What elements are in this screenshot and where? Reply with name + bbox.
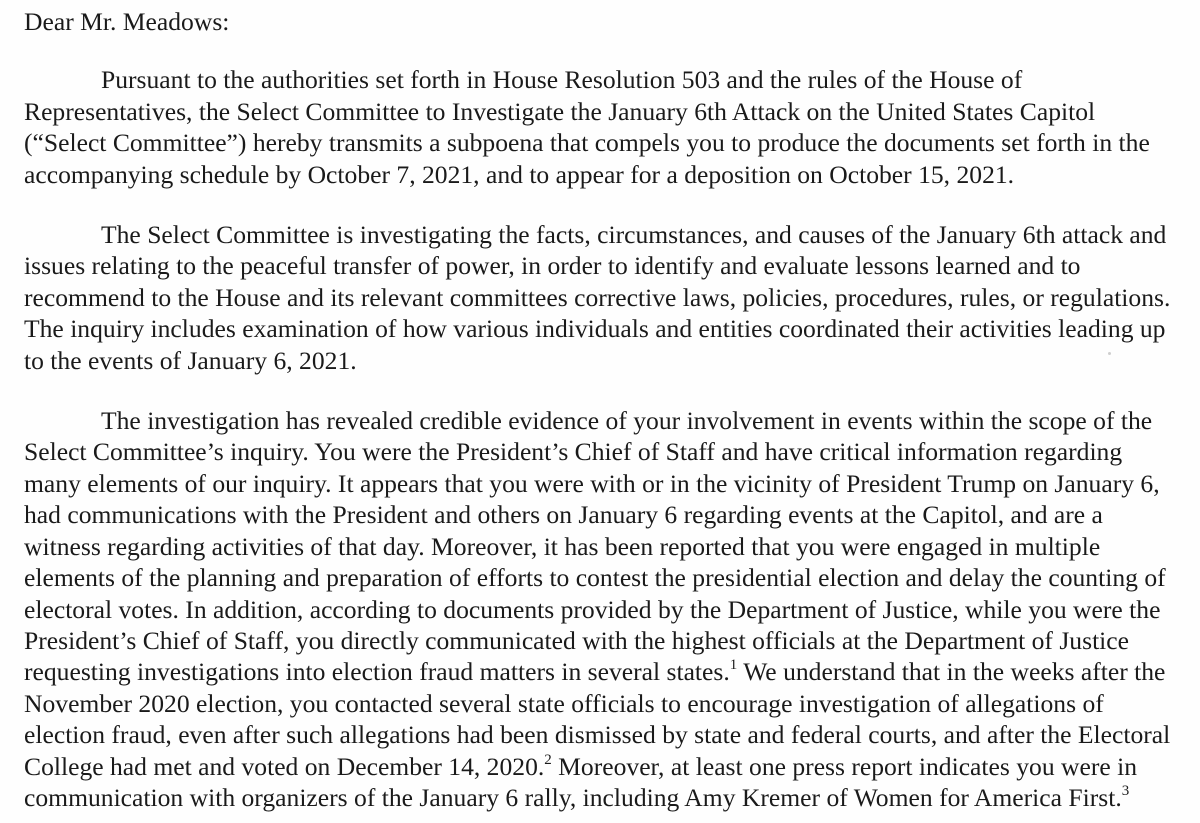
footnote-marker-3: 3: [1121, 782, 1130, 799]
text-line-with-footnote: [24, 782, 1200, 813]
line-text: We understand that in the weeks after the: [737, 657, 1166, 687]
text-line: many elements of our inquiry. It appears that you were with or in the vicinity of President Trump on January 6,: [24, 468, 1160, 498]
line-text: communication with organizers of the January 6 rally, including Amy Kremer of Women for America First.: [24, 782, 1122, 812]
salutation: Dear Mr. Meadows:: [24, 7, 230, 36]
paragraph-evidence: [24, 405, 1200, 813]
text-line: to the events of January 6, 2021.: [24, 345, 357, 375]
text-line: Representatives, the Select Committee to Investigate the January 6th Attack on the United States Capitol: [24, 96, 1096, 126]
text-line: issues relating to the peaceful transfer of power, in order to identify and evaluate lessons learned and to: [24, 251, 1081, 281]
text-line: The Select Committee is investigating the facts, circumstances, and causes of the January 6th attack and: [101, 220, 1167, 250]
text-line-with-footnote: [24, 656, 1200, 687]
text-line: The inquiry includes examination of how various individuals and entities coordinated their activities leading up: [24, 314, 1166, 344]
paragraph-investigation-scope: [24, 219, 1200, 376]
text-line: accompanying schedule by October 7, 2021, and to appear for a deposition on October 15, 2021.: [24, 159, 1015, 189]
text-line: (“Select Committee”) hereby transmits a subpoena that compels you to produce the documents set forth in the: [24, 128, 1150, 158]
text-line: recommend to the House and its relevant committees corrective laws, policies, procedures, rules, or regulations.: [24, 282, 1171, 312]
footnote-marker-2: 2: [544, 751, 552, 768]
line-text: Moreover, at least one press report indicates you were in: [551, 751, 1138, 781]
text-line: November 2020 election, you contacted several state officials to encourage investigation of allegations of: [24, 688, 1104, 718]
text-line: election fraud, even after such allegations had been dismissed by state and federal courts, and after the Electoral: [24, 720, 1171, 750]
line-text: requesting investigations into election fraud matters in several states.: [24, 657, 730, 687]
text-line: witness regarding activities of that day. Moreover, it has been reported that you were engaged in multiple: [24, 531, 1101, 561]
scan-speck: [1108, 352, 1111, 355]
text-line: had communications with the President and others on January 6 regarding events at the Capitol, and are a: [24, 500, 1103, 530]
text-line: The investigation has revealed credible evidence of your involvement in events within the scope of the: [101, 406, 1153, 436]
text-line: electoral votes. In addition, according to documents provided by the Department of Justice, while you were the: [24, 594, 1161, 624]
text-line: Select Committee’s inquiry. You were the President’s Chief of Staff and have critical information regarding: [24, 437, 1123, 467]
text-line: elements of the planning and preparation of efforts to contest the presidential election and delay the counting of: [24, 563, 1166, 593]
paragraph-subpoena: [24, 64, 1200, 190]
text-line: Pursuant to the authorities set forth in House Resolution 503 and the rules of the House of: [101, 65, 1023, 95]
footnote-marker-1: 1: [729, 657, 738, 674]
text-line: President’s Chief of Staff, you directly communicated with the highest officials at the Department of Justice: [24, 625, 1130, 655]
text-line-with-footnote: [24, 751, 1200, 782]
line-text: College had met and voted on December 14, 2020.: [24, 751, 545, 781]
